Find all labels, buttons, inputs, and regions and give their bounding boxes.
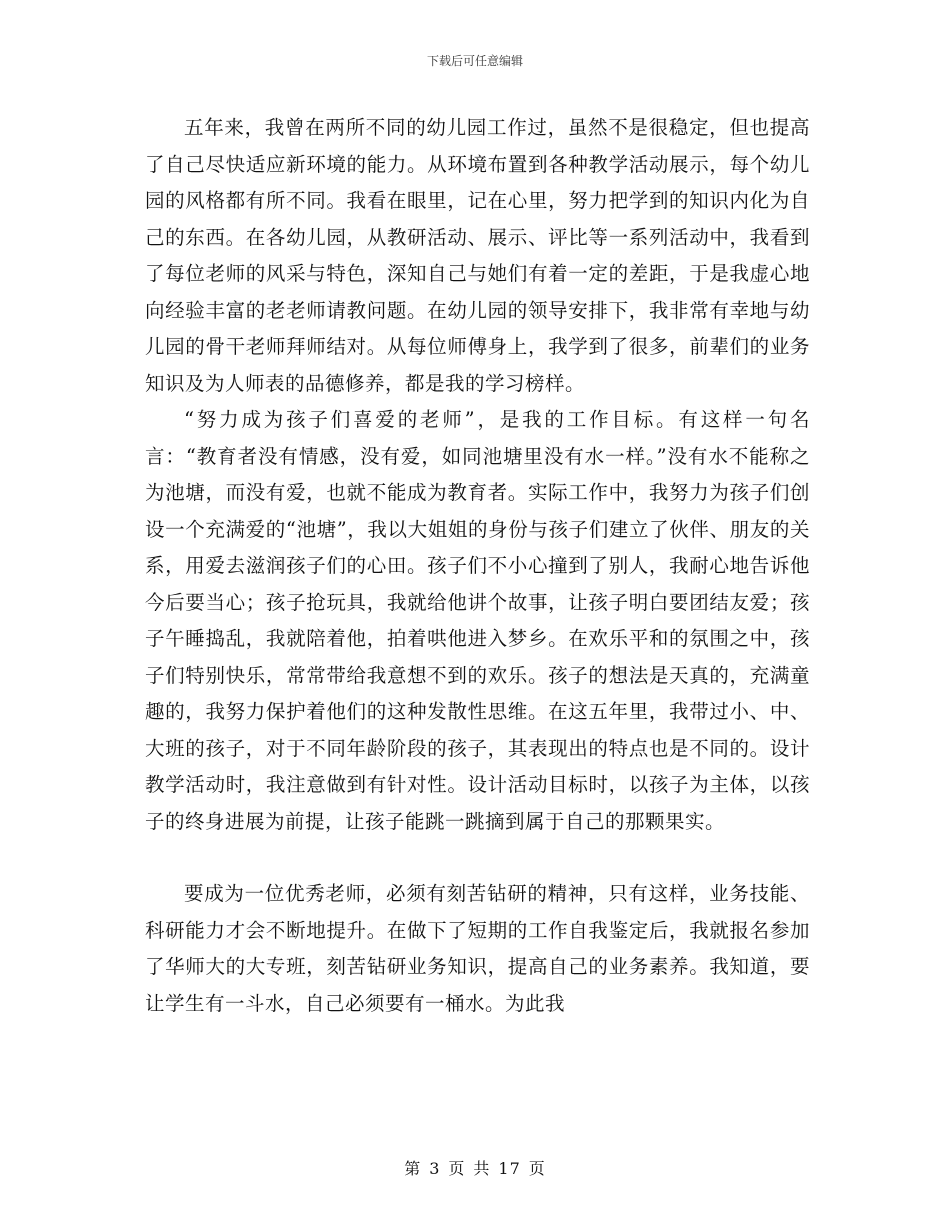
- footer-page-word: 页: [448, 1159, 466, 1178]
- footer-suffix: 页: [528, 1159, 546, 1178]
- document-body: [145, 110, 810, 1022]
- paragraph-1: 五年来，我曾在两所不同的幼儿园工作过，虽然不是很稳定，但也提高了自己尽快适应新环境的能力。从环境布置到各种教学活动展示，每个幼儿园的风格都有所不同。我看在眼里，记在心里，努力把学到的知识内化为自己的东西。在各幼儿园，从教研活动、展示、评比等一系列活动中，我看到了每位老师的风采与特色，深知自己与她们有着一定的差距，于是我虚心地向经验丰富的老老师请教问题。在幼儿园的领导安排下，我非常有幸地与幼儿园的骨干老师拜师结对。从每位师傅身上，我学到了很多，前辈们的业务知识及为人师表的品德修养，都是我的学习榜样。: [145, 116, 810, 395]
- paragraph-spacer: [145, 840, 810, 876]
- footer-prefix: 第: [404, 1159, 422, 1178]
- paragraph-3: 要成为一位优秀老师，必须有刻苦钻研的精神，只有这样，业务技能、科研能力才会不断地提升。在做下了短期的工作自我鉴定后，我就报名参加了华师大的大专班，刻苦钻研业务知识，提高自己的业务素养。我知道，要让学生有一斗水，自己必须要有一桶水。为此我: [145, 882, 810, 1015]
- page-header: 下载后可任意编辑: [426, 54, 523, 68]
- paragraph-2: “努力成为孩子们喜爱的老师”，是我的工作目标。有这样一句名言：“教育者没有情感，没有爱，如同池塘里没有水一样。”没有水不能称之为池塘，而没有爱，也就不能成为教育者。实际工作中，我努力为孩子们创设一个充满爱的“池塘”，我以大姐姐的身份与孩子们建立了伙伴、朋友的关系，用爱去滋润孩子们的心田。孩子们不小心撞到了别人，我耐心地告诉他今后要当心；孩子抢玩具，我就给他讲个故事，让孩子明白要团结友爱；孩子午睡捣乱，我就陪着他，拍着哄他进入梦乡。在欢乐平和的氛围之中，孩子们特别快乐，常常带给我意想不到的欢乐。孩子的想法是天真的，充满童趣的，我努力保护着他们的这种发散性思维。在这五年里，我带过小、中、大班的孩子，对于不同年龄阶段的孩子，其表现出的特点也是不同的。设计教学活动时，我注意做到有针对性。设计活动目标时，以孩子为主体，以孩子的终身进展为前提，让孩子能跳一跳摘到属于自己的那颗果实。: [145, 408, 810, 833]
- footer-total-word: 共: [473, 1159, 491, 1178]
- current-page-number: 3: [429, 1159, 441, 1178]
- page-footer: [0, 1156, 950, 1179]
- total-pages-number: 17: [498, 1159, 521, 1178]
